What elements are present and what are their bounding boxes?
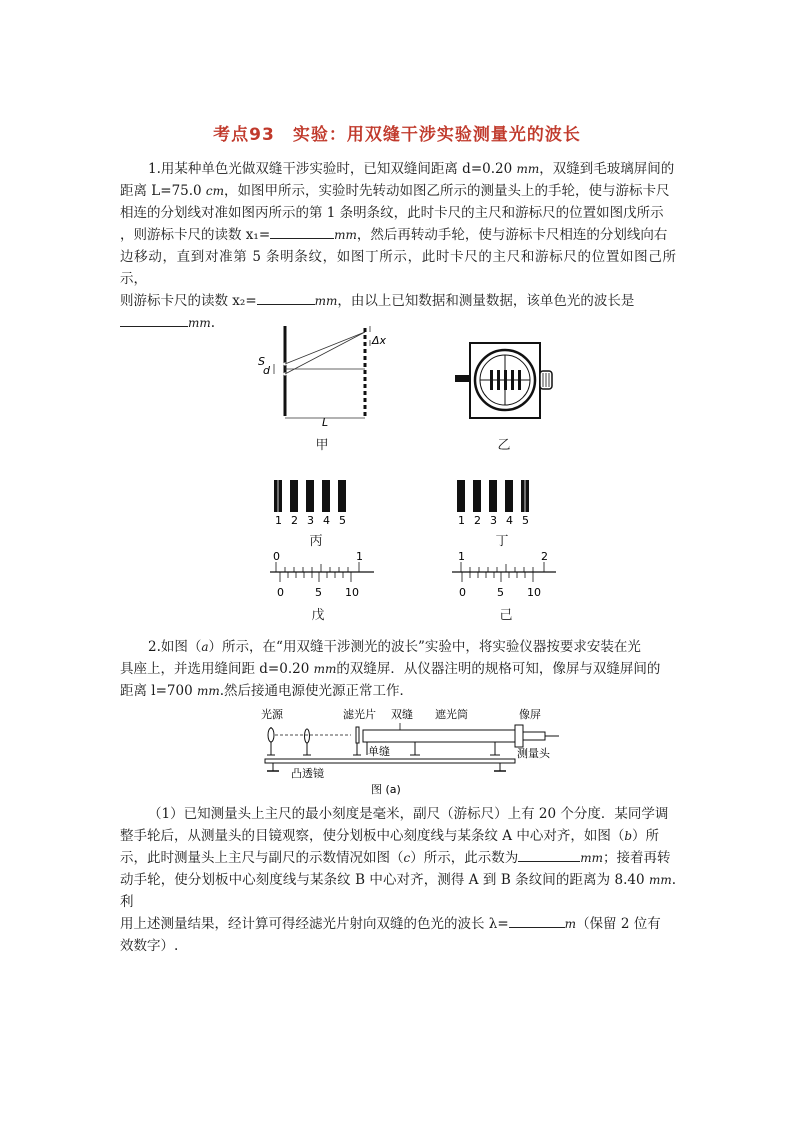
svg-text:2: 2 (541, 550, 548, 563)
label-d: d (263, 364, 270, 377)
label-shade-tube: 遮光筒 (435, 708, 468, 721)
caption-ding: 丁 (495, 534, 509, 549)
svg-text:3: 3 (490, 514, 497, 527)
label-S: S (258, 355, 265, 368)
label-double-slit: 双缝 (391, 708, 413, 721)
svg-text:0: 0 (459, 586, 466, 599)
question-2: 2.如图（a）所示，在“用双缝干涉测光的波长”实验中，将实验仪器按要求安装在光 具座上，并选用缝间距 d=0.20 mm的双缝屏．从仪器注明的规格可知，像屏与双缝屏间的 距离 l=700 mm.然后接通电源使光源正常工作． (120, 639, 661, 699)
figure-a-caption: 图 (a) (371, 783, 401, 796)
label-measuring-head: 测量头 (517, 747, 550, 760)
svg-text:4: 4 (323, 514, 330, 527)
label-light-source: 光源 (261, 708, 283, 721)
figure-jia-double-slit (250, 318, 390, 428)
svg-text:5: 5 (522, 514, 529, 527)
answer-blank-x1[interactable] (270, 224, 334, 239)
svg-text:1: 1 (275, 514, 282, 527)
svg-text:1: 1 (458, 514, 465, 527)
answer-blank-wavelength-2[interactable] (509, 913, 565, 928)
question-2-part-1: （1）已知测量头上主尺的最小刻度是毫米，副尺（游标尺）上有 20 个分度．某同学调 整手轮后，从测量头的目镜观察，使分划板中心刻度线与某条纹 A 中心对齐，如图（b）所 示，此时测量头上主尺与副尺的示数情况如图（c）所示，此示数为 mm；接着再转 动手轮，使分划板中心刻度线与某条纹 B 中心对齐，测得 A 到 B 条纹间的距离为 8.40 mm.利 用上述测量结果，经计算可得经滤光片射向双缝的色光的波长 λ= m（保留 2 位有 效数字）. (120, 806, 676, 954)
caption-yi: 乙 (497, 438, 511, 453)
page-title: 考点93 实验：用双缝干涉实验测量光的波长 (213, 125, 581, 145)
svg-text:1: 1 (356, 550, 363, 563)
caption-ji: 己 (499, 608, 513, 623)
label-filter: 滤光片 (343, 708, 376, 721)
label-dx: Δx (372, 334, 387, 347)
label-lens: 凸透镜 (291, 767, 324, 780)
svg-text:0: 0 (273, 550, 280, 563)
figure-wu-vernier (268, 548, 378, 600)
label-single-slit: 单缝 (368, 745, 390, 758)
svg-text:5: 5 (497, 586, 504, 599)
answer-blank-x2[interactable] (257, 290, 315, 305)
figure-yi-measuring-head (452, 335, 562, 425)
svg-text:1: 1 (458, 550, 465, 563)
answer-blank-wavelength-1[interactable] (120, 312, 188, 327)
figure-ding-fringes (450, 478, 550, 528)
answer-blank-reading[interactable] (518, 847, 580, 862)
svg-text:2: 2 (291, 514, 298, 527)
label-screen: 像屏 (519, 708, 541, 721)
svg-text:10: 10 (527, 586, 541, 599)
q1-text: 1.用某种单色光做双缝干涉实验时，已知双缝间距离 d=0.20 (148, 161, 517, 177)
svg-text:2: 2 (474, 514, 481, 527)
caption-jia: 甲 (315, 438, 329, 453)
caption-bing: 丙 (309, 534, 323, 549)
svg-text:3: 3 (307, 514, 314, 527)
svg-text:4: 4 (506, 514, 513, 527)
figure-a-apparatus (255, 705, 575, 797)
caption-wu: 戊 (311, 608, 325, 623)
label-L: L (322, 416, 329, 428)
figure-bing-fringes (265, 478, 365, 528)
svg-text:0: 0 (277, 586, 284, 599)
svg-text:5: 5 (315, 586, 322, 599)
question-1: 1.用某种单色光做双缝干涉实验时，已知双缝间距离 d=0.20 mm，双缝到毛玻璃屏间的 距离 L=75.0 cm，如图甲所示，实验时先转动如图乙所示的测量头上的手轮，使与游标卡尺 相连的分划线对准如图丙所示的第 1 条明条纹，此时卡尺的主尺和游标尺的位置如图戊所示 ，则游标卡尺的读数 x₁= mm，然后再转动手轮，使与游标卡尺相连的分划线向右 边移动，直到对准第 5 条明条纹，如图丁所示，此时卡尺的主尺和游标尺的位置如图己所示， 则游标卡尺的读数 x₂= mm，由以上已知数据和测量数据，该单色光的波长是 mm. (120, 161, 676, 331)
svg-text:5: 5 (339, 514, 346, 527)
svg-text:10: 10 (345, 586, 359, 599)
figure-ji-vernier (450, 548, 560, 600)
